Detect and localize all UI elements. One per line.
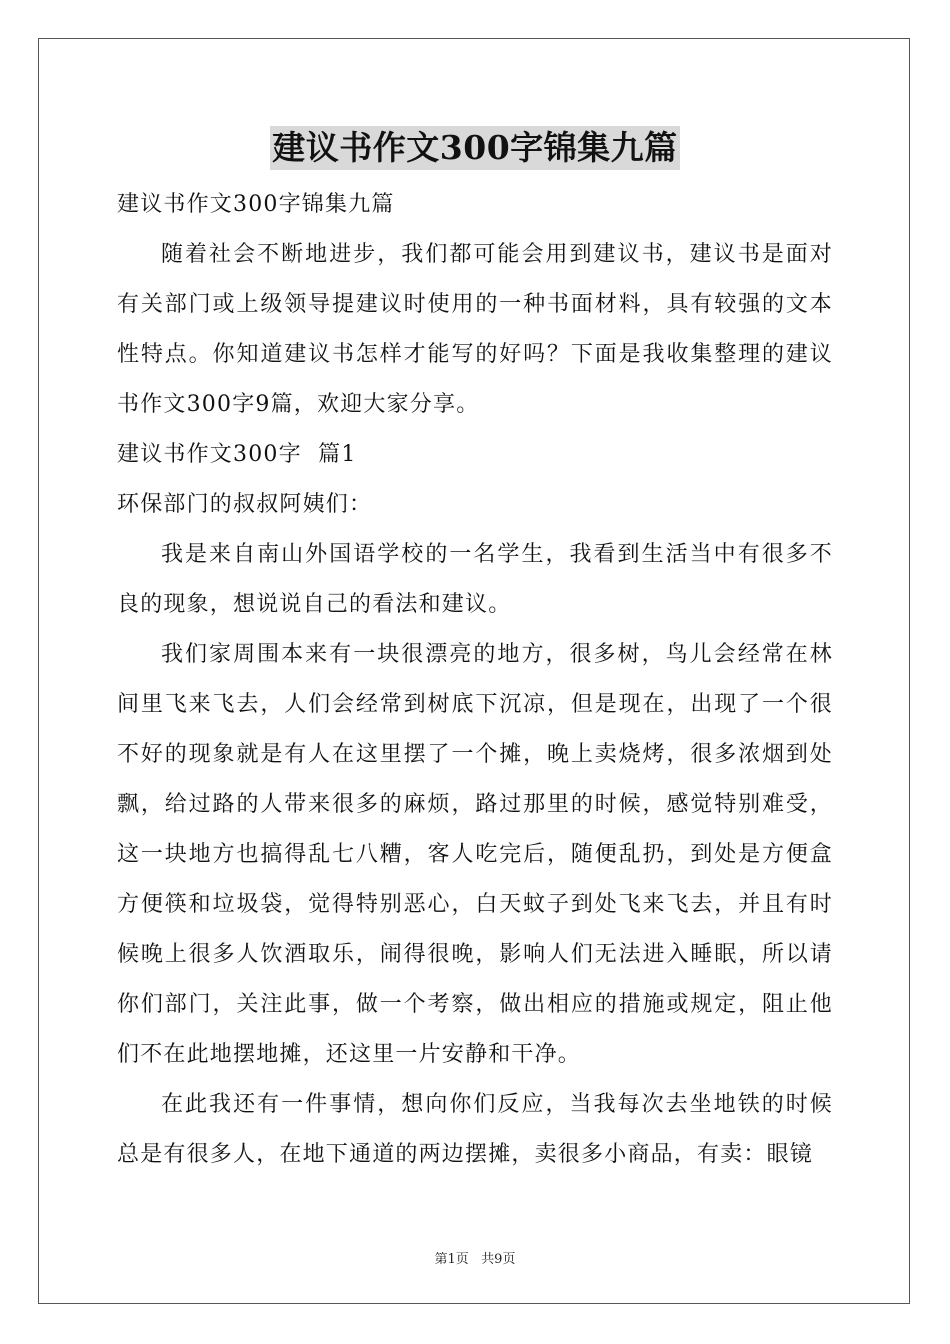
title-container [0, 126, 950, 170]
document-subtitle: 建议书作文300字锦集九篇 [117, 192, 395, 217]
intro-paragraph: 随着社会不断地进步，我们都可能会用到建议书，建议书是面对有关部门或上级领导提建议时使用的一种书面材料，具有较强的文本性特点。你知道建议书怎样才能写的好吗？下面是我收集整理的建议书作文300字9篇，欢迎大家分享。 [117, 242, 833, 417]
body-paragraph: 在此我还有一件事情，想向你们反应，当我每次去坐地铁的时候总是有很多人，在地下通道的两边摆摊，卖很多小商品，有卖：眼镜 [117, 1092, 833, 1167]
salutation: 环保部门的叔叔阿姨们： [117, 492, 373, 517]
body-paragraph: 我们家周围本来有一块很漂亮的地方，很多树，鸟儿会经常在林间里飞来飞去，人们会经常到树底下沉凉，但是现在，出现了一个很不好的现象就是有人在这里摆了一个摊，晚上卖烧烤，很多浓烟到处飘，给过路的人带来很多的麻烦，路过那里的时候，感觉特别难受，这一块地方也搞得乱七八糟，客人吃完后，随便乱扔，到处是方便盒方便筷和垃圾袋，觉得特别恶心，白天蚊子到处飞来飞去，并且有时候晚上很多人饮酒取乐，闹得很晚，影响人们无法进入睡眠，所以请你们部门，关注此事，做一个考察，做出相应的措施或规定，阻止他们不在此地摆地摊，还这里一片安静和干净。 [117, 642, 833, 1067]
body-paragraph: 我是来自南山外国语学校的一名学生，我看到生活当中有很多不良的现象，想说说自己的看法和建议。 [117, 542, 833, 617]
section-heading: 建议书作文300字 篇1 [117, 442, 357, 467]
document-body [117, 180, 833, 1180]
document-title: 建议书作文300字锦集九篇 [270, 126, 679, 170]
page-footer: 第1页 共9页 [434, 1252, 516, 1267]
